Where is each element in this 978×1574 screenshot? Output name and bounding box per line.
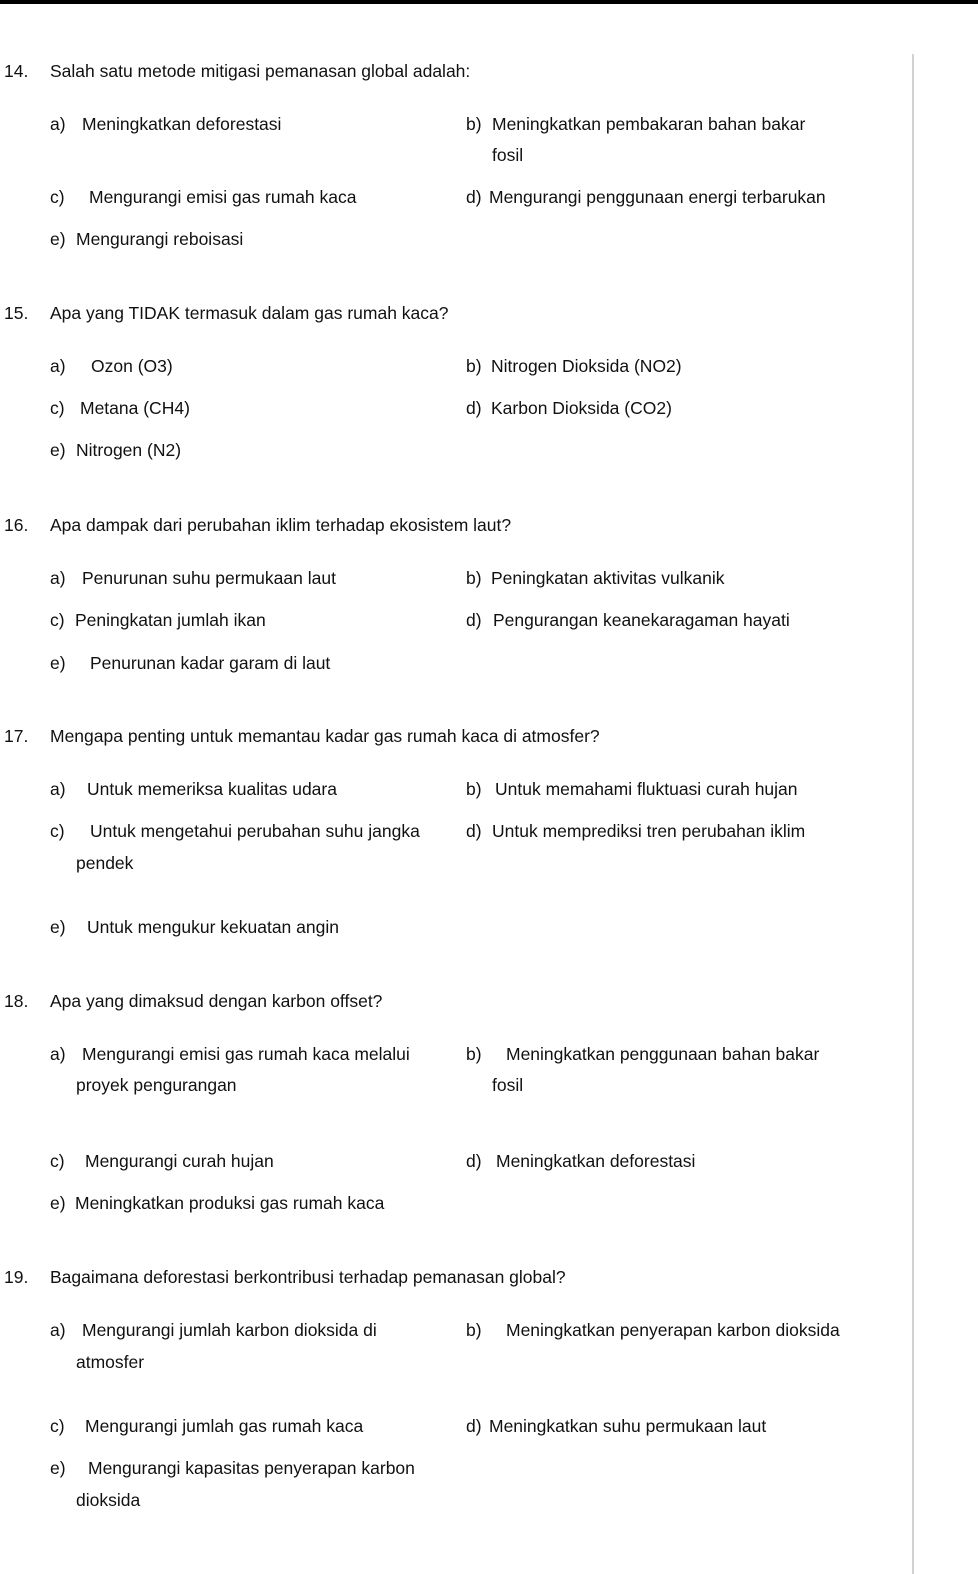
option-text: Penurunan suhu permukaan laut [82,568,336,588]
option-letter: c) [50,610,65,630]
option-letter: d) [466,398,482,418]
option-text: Mengurangi curah hujan [85,1151,274,1171]
option-text: Peningkatan jumlah ikan [75,610,266,630]
option-text-continued: proyek pengurangan [76,1075,237,1095]
option-letter: b) [466,114,482,134]
option-letter: e) [50,1458,66,1478]
option-text: Mengurangi jumlah gas rumah kaca [85,1416,364,1436]
option-text: Untuk memahami fluktuasi curah hujan [495,779,798,799]
option-text: Meningkatkan deforestasi [496,1151,696,1171]
option-text: Untuk mengetahui perubahan suhu jangka [90,821,420,841]
option-text: Meningkatkan suhu permukaan laut [489,1416,767,1436]
option-text-continued: fosil [492,145,524,165]
option-text: Karbon Dioksida (CO2) [491,398,672,418]
option-text: Penurunan kadar garam di laut [90,653,331,673]
option-text: Mengurangi emisi gas rumah kaca melalui [82,1044,410,1064]
option-letter: c) [50,187,65,207]
option-text-continued: fosil [492,1075,524,1095]
question-text: Mengapa penting untuk memantau kadar gas rumah kaca di atmosfer? [50,726,600,746]
option-text: Nitrogen (N2) [76,440,182,460]
option-letter: b) [466,568,482,588]
option-letter: e) [50,229,66,249]
option-letter: a) [50,356,66,376]
option-text: Mengurangi emisi gas rumah kaca [89,187,357,207]
option-text: Mengurangi jumlah karbon dioksida di [82,1320,377,1340]
option-letter: c) [50,821,65,841]
question-text: Apa yang dimaksud dengan karbon offset? [50,991,383,1011]
question-text: Apa yang TIDAK termasuk dalam gas rumah kaca? [50,303,449,323]
option-letter: d) [466,1416,482,1436]
question-number: 16. [4,515,29,535]
option-letter: b) [466,779,482,799]
option-text-continued: atmosfer [76,1352,145,1372]
option-text: Untuk memeriksa kualitas udara [87,779,337,799]
option-letter: e) [50,917,66,937]
option-letter: e) [50,440,66,460]
option-letter: c) [50,398,65,418]
question-text: Salah satu metode mitigasi pemanasan global adalah: [50,61,471,81]
option-text: Untuk mengukur kekuatan angin [87,917,339,937]
option-letter: b) [466,1044,482,1064]
option-letter: b) [466,1320,482,1340]
option-text: Mengurangi penggunaan energi terbarukan [489,187,826,207]
option-letter: c) [50,1151,65,1171]
question-text: Bagaimana deforestasi berkontribusi terhadap pemanasan global? [50,1267,566,1287]
option-text: Metana (CH4) [80,398,190,418]
margin-divider [912,54,914,1574]
option-letter: a) [50,1044,66,1064]
option-letter: a) [50,779,66,799]
question-number: 15. [4,303,29,323]
option-text: Meningkatkan deforestasi [82,114,282,134]
option-text: Pengurangan keanekaragaman hayati [493,610,790,630]
option-letter: a) [50,568,66,588]
option-letter: d) [466,610,482,630]
option-text: Meningkatkan pembakaran bahan bakar [492,114,806,134]
option-text: Ozon (O3) [91,356,173,376]
option-letter: a) [50,114,66,134]
option-text-continued: dioksida [76,1490,141,1510]
option-text: Mengurangi kapasitas penyerapan karbon [88,1458,415,1478]
question-number: 17. [4,726,29,746]
option-letter: e) [50,653,66,673]
question-text: Apa dampak dari perubahan iklim terhadap ekosistem laut? [50,515,512,535]
option-letter: e) [50,1193,66,1213]
option-letter: c) [50,1416,65,1436]
option-letter: d) [466,821,482,841]
option-letter: d) [466,1151,482,1171]
option-letter: a) [50,1320,66,1340]
top-border [0,0,978,4]
question-number: 14. [4,61,29,81]
question-number: 18. [4,991,29,1011]
option-text-continued: pendek [76,853,134,873]
option-text: Untuk memprediksi tren perubahan iklim [492,821,806,841]
option-text: Mengurangi reboisasi [76,229,244,249]
option-text: Peningkatan aktivitas vulkanik [491,568,725,588]
option-text: Meningkatkan penyerapan karbon dioksida [506,1320,840,1340]
option-letter: b) [466,356,482,376]
option-text: Meningkatkan produksi gas rumah kaca [75,1193,385,1213]
option-letter: d) [466,187,482,207]
option-text: Meningkatkan penggunaan bahan bakar [506,1044,820,1064]
question-number: 19. [4,1267,29,1287]
option-text: Nitrogen Dioksida (NO2) [491,356,682,376]
